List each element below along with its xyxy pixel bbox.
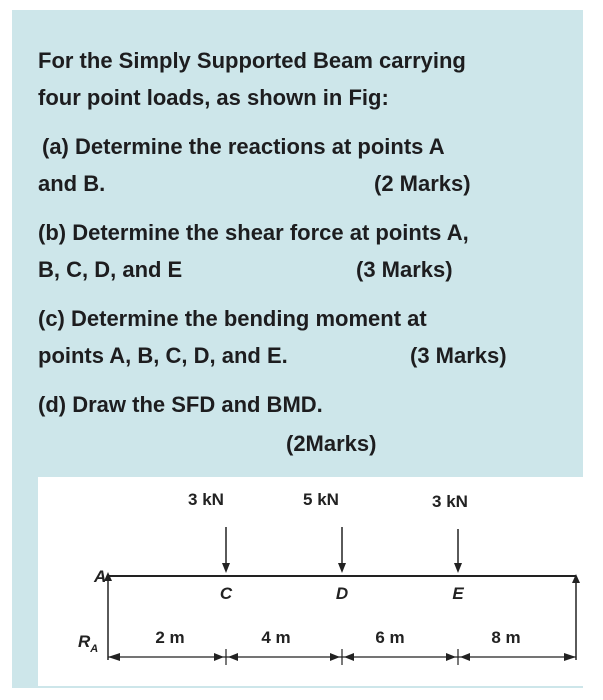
point-label-c: C <box>219 584 233 603</box>
part-b-text: B, C, D, and E <box>38 257 183 282</box>
part-d-marks: (2Marks) <box>286 431 377 456</box>
reaction-label-sub: A <box>90 643 99 655</box>
beam-diagram <box>38 477 583 686</box>
reaction-label-main: R <box>78 632 91 651</box>
dimension-arrow-right <box>564 653 576 661</box>
intro-line-1: For the Simply Supported Beam carrying <box>38 48 466 73</box>
dimension-tick-c <box>214 649 238 665</box>
dimension-tick-e <box>446 649 470 665</box>
load-label-e: 3 kN <box>432 492 468 511</box>
part-a-text: and B. <box>38 171 106 196</box>
span-label-2: 4 m <box>261 628 291 647</box>
load-label-d: 5 kN <box>303 490 339 509</box>
point-label-e: E <box>452 584 464 603</box>
span-label-1: 2 m <box>155 628 185 647</box>
part-d-line-1: (d) Draw the SFD and BMD. <box>38 392 323 417</box>
span-label-3: 6 m <box>375 628 405 647</box>
problem-text <box>38 42 568 462</box>
beam-figure <box>38 477 583 686</box>
point-label-d: D <box>335 584 349 603</box>
load-label-c: 3 kN <box>188 490 224 509</box>
dimension-tick-d <box>330 649 354 665</box>
reaction-label <box>78 632 98 655</box>
part-a-line-2 <box>38 165 568 202</box>
part-d-line-2 <box>38 425 568 462</box>
part-a-line-1: (a) Determine the reactions at points A <box>42 134 445 159</box>
load-arrow-e <box>454 529 462 573</box>
dimension-arrow-left <box>108 653 120 661</box>
part-c-line-1: (c) Determine the bending moment at <box>38 306 427 331</box>
load-arrow-d <box>338 527 346 573</box>
load-arrow-c <box>222 527 230 573</box>
part-b-marks: (3 Marks) <box>356 257 453 282</box>
intro-line-2: four point loads, as shown in Fig: <box>38 85 389 110</box>
part-c-marks: (3 Marks) <box>410 343 507 368</box>
part-c-text: points A, B, C, D, and E. <box>38 343 288 368</box>
part-b-line-1: (b) Determine the shear force at points A, <box>38 220 469 245</box>
support-arrow-right <box>572 574 580 660</box>
span-label-4: 8 m <box>491 628 521 647</box>
part-a-marks: (2 Marks) <box>374 171 471 196</box>
part-b-line-2 <box>38 251 568 288</box>
point-label-a: A <box>94 567 107 586</box>
part-c-line-2 <box>38 337 568 374</box>
